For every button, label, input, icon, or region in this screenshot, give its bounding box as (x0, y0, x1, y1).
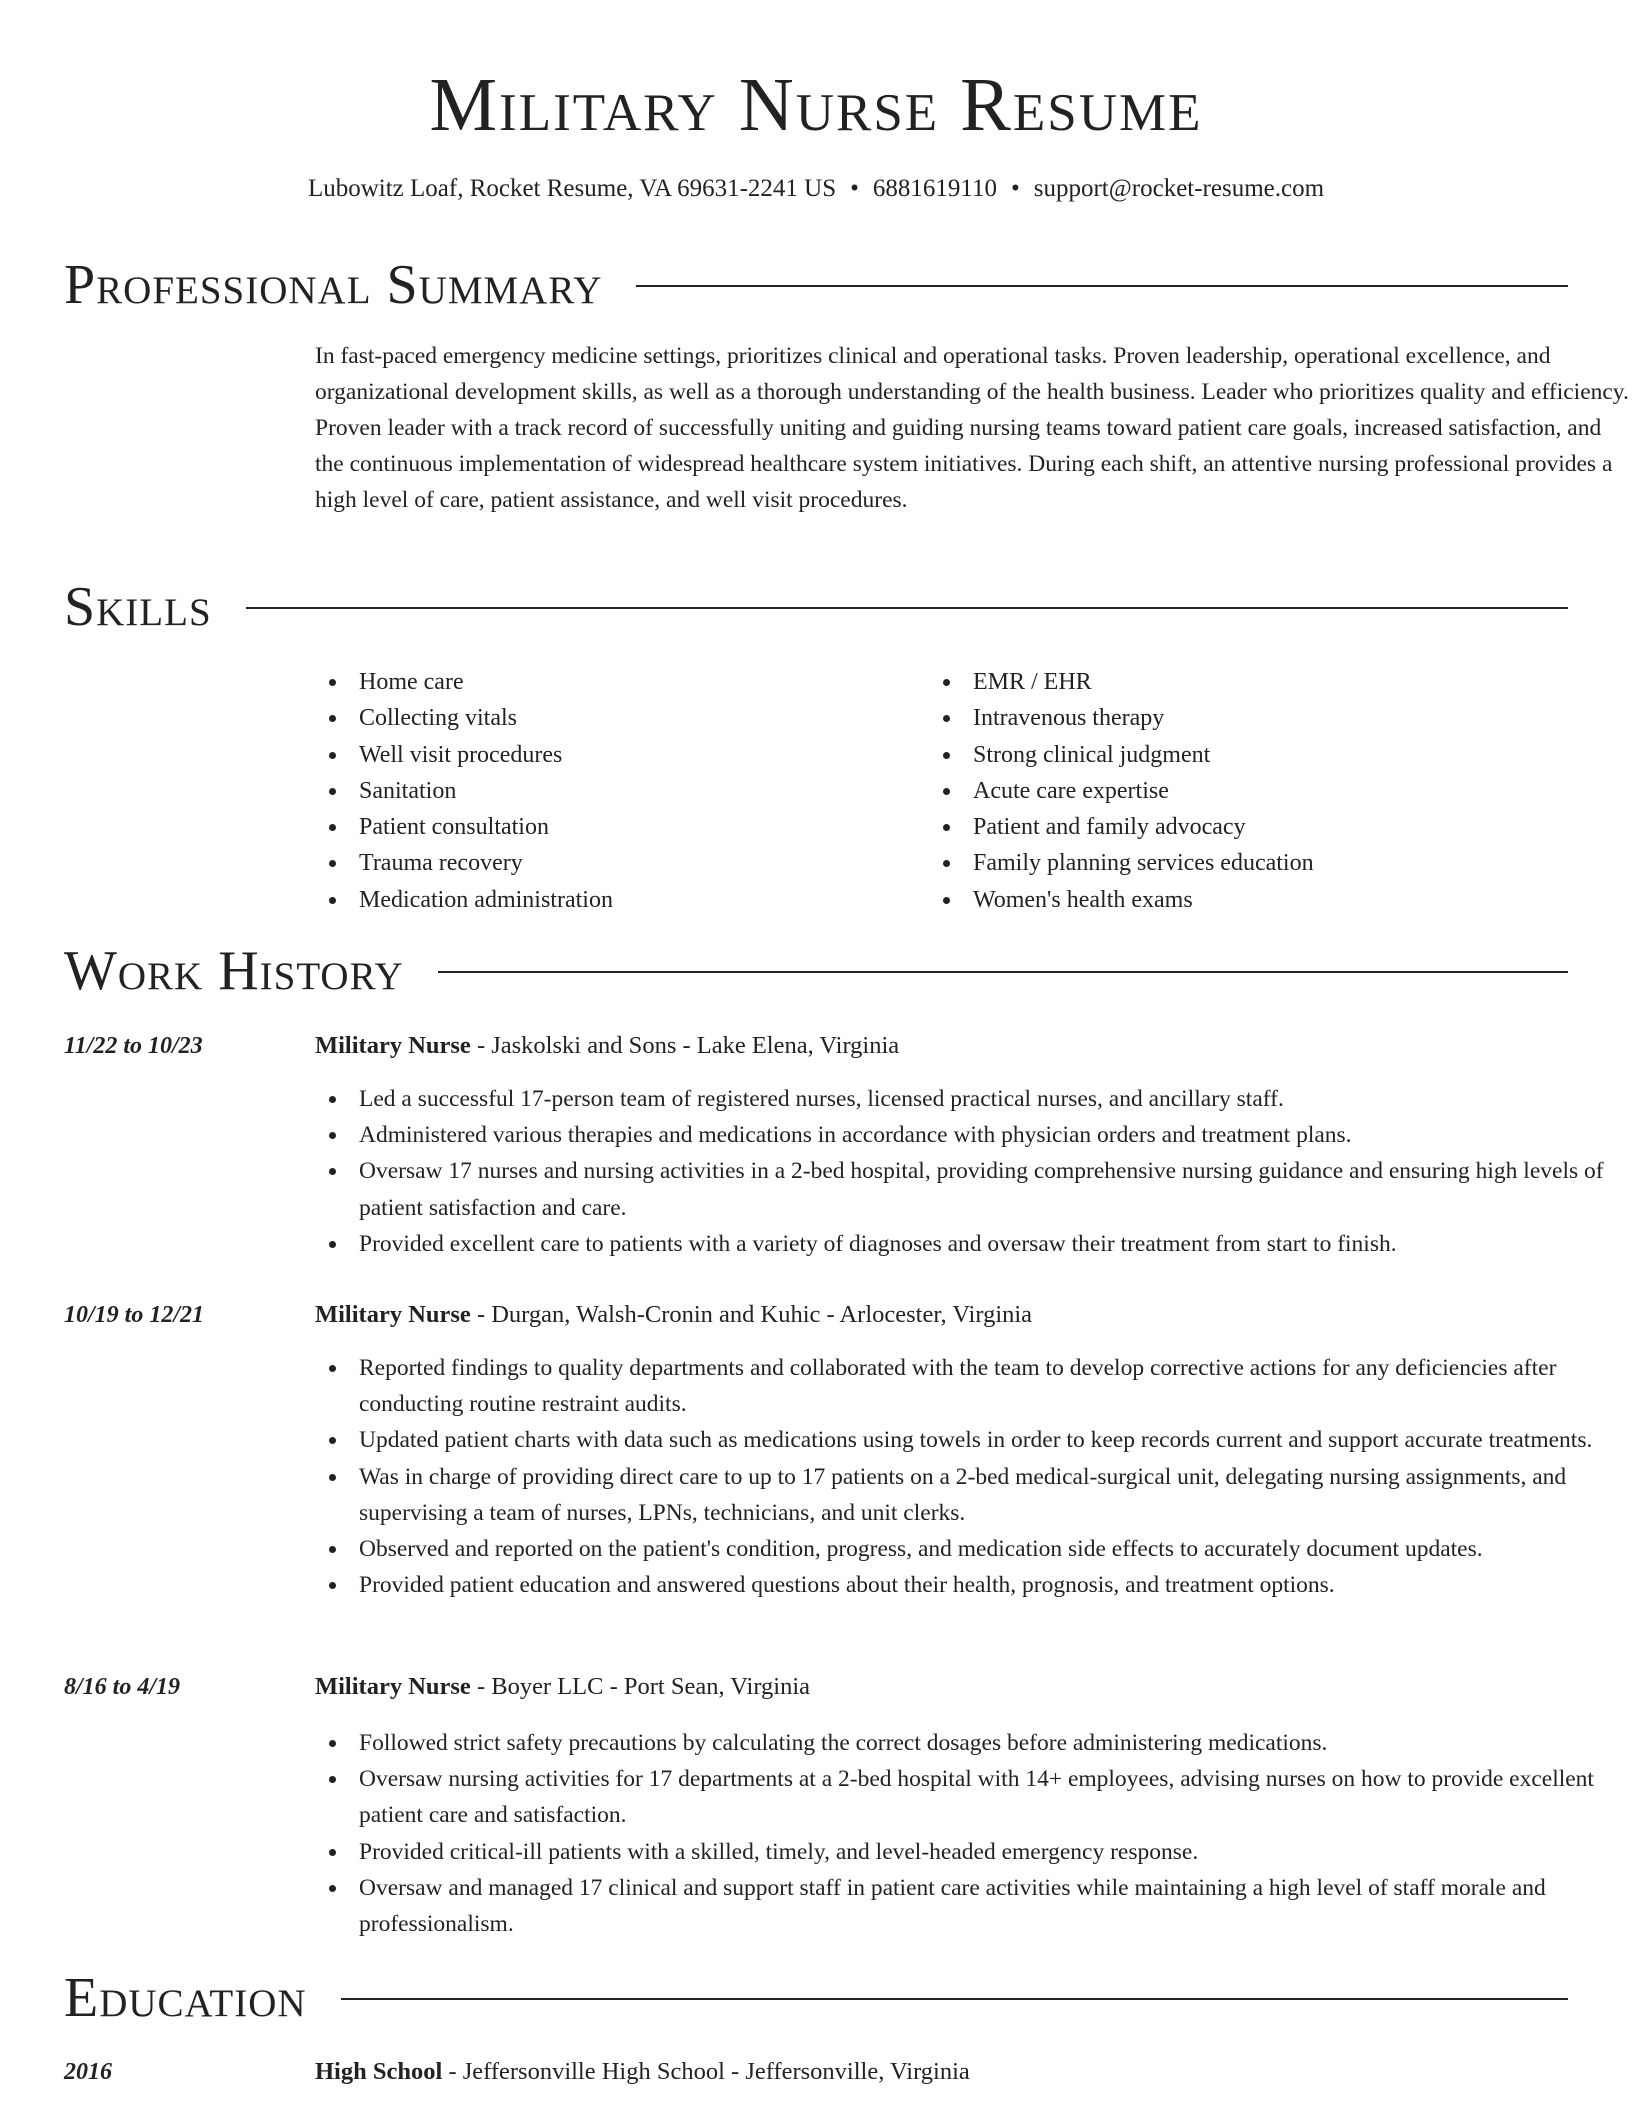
resume-title: Military Nurse Resume (429, 63, 1203, 147)
skills-list-left (315, 664, 613, 918)
job-employer-location: - Jaskolski and Sons - Lake Elena, Virginia (470, 1032, 900, 1059)
skill-item: Home care (315, 664, 613, 700)
job-dates: 11/22 to 10/23 (64, 1033, 203, 1059)
job-bullet: Reported findings to quality departments and collaborated with the team to develop corrective actions for any deficiencies after conducting routine restraint audits. (315, 1350, 1632, 1422)
section-skills-header (64, 572, 1568, 642)
section-heading: Work History (64, 940, 404, 1002)
job-dates: 10/19 to 12/21 (64, 1302, 205, 1328)
skill-item: Patient and family advocacy (929, 809, 1314, 845)
section-heading: Education (64, 1967, 307, 2029)
section-summary-header (64, 250, 1568, 320)
job-bullet: Oversaw and managed 17 clinical and support staff in patient care activities while maintaining a high level of staff morale and professionalism. (315, 1870, 1632, 1942)
job-bullets (315, 1725, 1632, 1942)
section-work-header (64, 936, 1568, 1006)
job-bullet: Provided critical-ill patients with a skilled, timely, and level-headed emergency response. (315, 1834, 1632, 1870)
contact-address: Lubowitz Loaf, Rocket Resume, VA 69631-2241 US (307, 175, 837, 202)
section-education-header (64, 1963, 1568, 2033)
job-header (315, 1030, 899, 1062)
skill-item: Trauma recovery (315, 845, 613, 881)
section-divider (636, 285, 1568, 287)
skill-item: Medication administration (315, 882, 613, 918)
skill-item: EMR / EHR (929, 664, 1314, 700)
education-school-location: - Jeffersonville High School - Jeffersonville, Virginia (442, 2058, 970, 2085)
job-header (315, 1299, 1032, 1331)
skill-item: Well visit procedures (315, 737, 613, 773)
job-bullet: Led a successful 17-person team of registered nurses, licensed practical nurses, and ancillary staff. (315, 1081, 1632, 1117)
contact-line (64, 173, 1568, 205)
contact-email: support@rocket-resume.com (1033, 175, 1325, 202)
education-degree: High School (315, 2058, 443, 2085)
skill-item: Sanitation (315, 773, 613, 809)
job-bullets (315, 1350, 1632, 1603)
skill-item: Women's health exams (929, 882, 1314, 918)
education-header (315, 2056, 970, 2088)
job-dates: 8/16 to 4/19 (64, 1674, 181, 1700)
contact-separator: • (1010, 175, 1020, 202)
job-bullet: Followed strict safety precautions by calculating the correct dosages before administering medications. (315, 1725, 1632, 1761)
job-bullet: Provided patient education and answered questions about their health, prognosis, and treatment options. (315, 1567, 1632, 1603)
section-heading: Professional Summary (64, 254, 603, 316)
job-bullet: Oversaw 17 nurses and nursing activities in a 2-bed hospital, providing comprehensive nursing guidance and ensuring high levels of patient satisfaction and care. (315, 1153, 1632, 1225)
skills-list-right (929, 664, 1314, 918)
section-divider (438, 971, 1568, 973)
job-bullet: Was in charge of providing direct care to up to 17 patients on a 2-bed medical-surgical unit, delegating nursing assignments, and supervising a team of nurses, LPNs, technicians, and unit clerks. (315, 1459, 1632, 1531)
skill-item: Acute care expertise (929, 773, 1314, 809)
skill-item: Collecting vitals (315, 700, 613, 736)
job-bullets (315, 1081, 1632, 1262)
contact-phone: 6881619110 (872, 175, 997, 202)
skill-item: Strong clinical judgment (929, 737, 1314, 773)
job-title: Military Nurse (315, 1673, 471, 1700)
skill-item: Intravenous therapy (929, 700, 1314, 736)
job-bullet: Oversaw nursing activities for 17 departments at a 2-bed hospital with 14+ employees, advising nurses on how to provide excellent patient care and satisfaction. (315, 1761, 1632, 1833)
job-bullet: Provided excellent care to patients with a variety of diagnoses and oversaw their treatment from start to finish. (315, 1226, 1632, 1262)
job-title: Military Nurse (315, 1032, 471, 1059)
section-heading: Skills (64, 576, 212, 638)
job-bullet: Administered various therapies and medications in accordance with physician orders and treatment plans. (315, 1117, 1632, 1153)
skill-item: Family planning services education (929, 845, 1314, 881)
skill-item: Patient consultation (315, 809, 613, 845)
section-divider (341, 1998, 1568, 2000)
summary-text: In fast-paced emergency medicine settings, prioritizes clinical and operational tasks. Proven leadership, operational excellence, and organizational development skills, as well as a thorough understanding of the health business. Leader who prioritizes quality and efficiency. Proven leader with a track record of successfully uniting and guiding nursing teams toward patient care goals, increased satisfaction, and the continuous implementation of widespread healthcare system initiatives. During each shift, an attentive nursing professional provides a high level of care, patient assistance, and well visit procedures. (315, 343, 1629, 513)
education-year: 2016 (64, 2059, 112, 2085)
job-employer-location: - Boyer LLC - Port Sean, Virginia (470, 1673, 811, 1700)
job-bullet: Observed and reported on the patient's condition, progress, and medication side effects to accurately document updates. (315, 1531, 1632, 1567)
job-title: Military Nurse (315, 1301, 471, 1328)
job-employer-location: - Durgan, Walsh-Cronin and Kuhic - Arlocester, Virginia (470, 1301, 1033, 1328)
contact-separator: • (850, 175, 859, 202)
job-header (315, 1671, 810, 1703)
job-bullet: Updated patient charts with data such as medications using towels in order to keep records current and support accurate treatments. (315, 1422, 1632, 1458)
section-divider (246, 607, 1568, 609)
